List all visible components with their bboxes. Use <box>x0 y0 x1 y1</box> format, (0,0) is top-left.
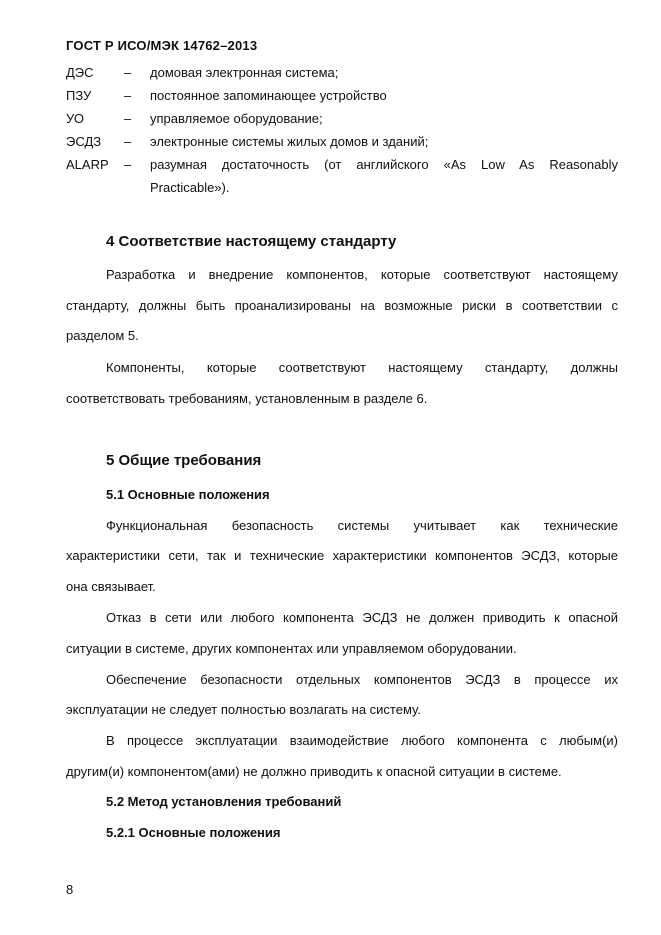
abbreviation-definition: постоянное запоминающее устройство <box>150 88 387 103</box>
abbreviation-item <box>66 153 618 199</box>
abbreviation-term: ПЗУ <box>66 88 92 103</box>
paragraph-line: соответствовать требованиям, установленным в разделе 6. <box>66 391 428 406</box>
paragraph-line: стандарту, должны быть проанализированы на возможные риски в соответствии с <box>66 298 618 313</box>
paragraph-line: Обеспечение безопасности отдельных компонентов ЭСДЗ в процессе их <box>106 672 618 687</box>
abbreviation-definition: домовая электронная система; <box>150 65 339 80</box>
paragraph-line: Разработка и внедрение компонентов, которые соответствуют настоящему <box>106 267 618 282</box>
paragraph-line: эксплуатации не следует полностью возлагать на систему. <box>66 702 421 717</box>
abbreviation-term: ДЭС <box>66 65 94 80</box>
paragraph-line: другим(и) компонентом(ами) не должно приводить к опасной ситуации в системе. <box>66 764 562 779</box>
paragraph-line: характеристики сети, так и технические характеристики компонентов ЭСДЗ, которые <box>66 548 618 563</box>
abbreviation-term: УО <box>66 111 84 126</box>
subsection-5-1-heading: 5.1 Основные положения <box>106 487 270 502</box>
page-number: 8 <box>66 882 74 897</box>
subsection-5-2-1-heading: 5.2.1 Основные положения <box>106 825 281 840</box>
paragraph-line: Функциональная безопасность системы учитывает как технические <box>106 518 618 533</box>
paragraph-line: она связывает. <box>66 579 156 594</box>
paragraph-line: Отказ в сети или любого компонента ЭСДЗ не должен приводить к опасной <box>106 610 618 625</box>
abbreviation-term: ЭСДЗ <box>66 134 102 149</box>
paragraph-line: В процессе эксплуатации взаимодействие любого компонента с любым(и) <box>106 733 618 748</box>
paragraph-line: Компоненты, которые соответствуют настоящему стандарту, должны <box>106 360 618 375</box>
abbreviation-dash: – <box>124 88 132 103</box>
paragraph-line: разделом 5. <box>66 328 139 343</box>
abbreviation-dash: – <box>124 134 132 149</box>
section-5-heading: 5 Общие требования <box>106 452 262 469</box>
subsection-5-2-heading: 5.2 Метод установления требований <box>106 794 342 809</box>
abbreviation-dash: – <box>124 111 132 126</box>
abbreviation-definition: управляемое оборудование; <box>150 111 323 126</box>
section-4-heading: 4 Соответствие настоящему стандарту <box>106 233 397 250</box>
abbreviation-definition-continued: Practicable»). <box>150 180 230 195</box>
document-header: ГОСТ Р ИСО/МЭК 14762–2013 <box>66 38 258 53</box>
abbreviation-definition: разумная достаточность (от английского «As Low As Reasonably <box>150 157 618 172</box>
abbreviation-definition: электронные системы жилых домов и зданий; <box>150 134 429 149</box>
abbreviation-term: ALARP <box>66 157 109 172</box>
abbreviation-dash: – <box>124 65 132 80</box>
paragraph-line: ситуации в системе, других компонентах или управляемом оборудовании. <box>66 641 517 656</box>
abbreviation-dash: – <box>124 157 132 172</box>
